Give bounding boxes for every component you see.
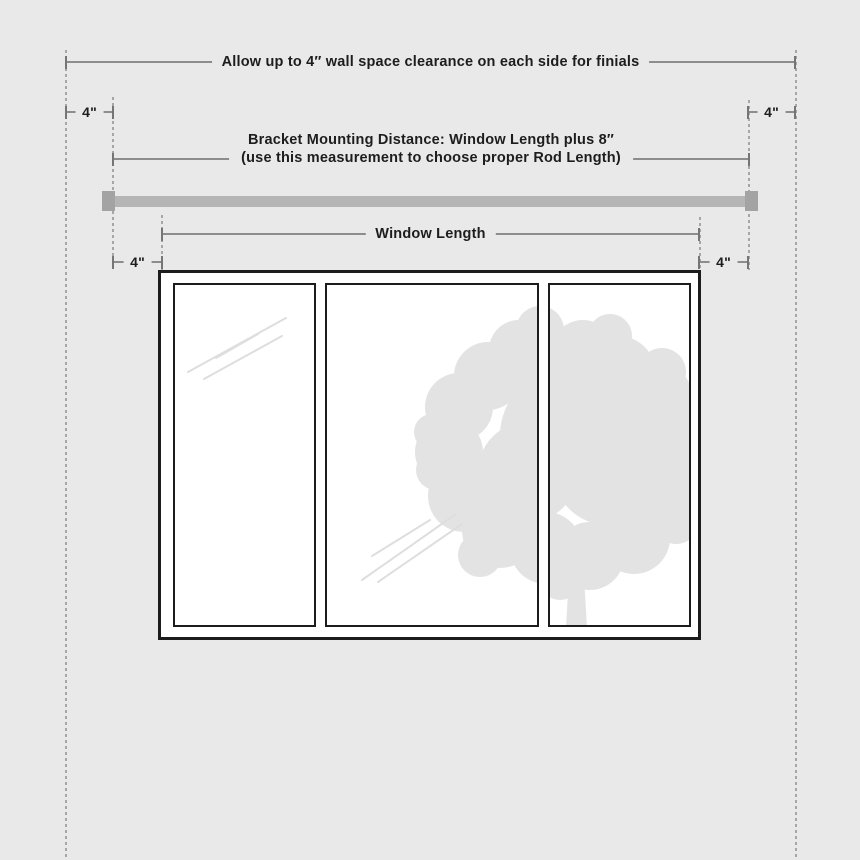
bracket-mounting-line1: Bracket Mounting Distance: Window Length plus 8″	[247, 132, 615, 148]
left-clearance-mid-value: 4"	[123, 253, 152, 271]
guide-far-left	[65, 50, 67, 860]
dimension-right-clearance-top	[747, 105, 796, 119]
dimension-tick	[794, 56, 796, 69]
guide-far-right	[795, 50, 797, 860]
window-length-label: Window Length	[365, 225, 495, 243]
bracket-mounting-label	[229, 131, 633, 167]
rod-bracket-left	[102, 191, 115, 211]
dimension-bracket-mounting	[112, 132, 750, 166]
dimension-left-clearance-mid	[112, 255, 163, 269]
left-clearance-value: 4"	[75, 103, 104, 121]
dimension-window-length	[161, 227, 700, 241]
guide-bracket-right	[748, 100, 750, 270]
dimension-tick	[112, 106, 114, 119]
right-clearance-value: 4"	[757, 103, 786, 121]
window-pane-left	[173, 283, 316, 627]
right-clearance-mid-value: 4"	[709, 253, 738, 271]
dimension-left-clearance-top	[65, 105, 114, 119]
rod-bracket-right	[745, 191, 758, 211]
dimension-tick	[161, 256, 163, 269]
dimension-tick	[698, 228, 700, 241]
window-frame	[158, 270, 701, 640]
dimension-tick	[794, 106, 796, 119]
bracket-mounting-line2: (use this measurement to choose proper Rod Length)	[241, 150, 621, 166]
dimension-tick	[748, 153, 750, 166]
window-pane-right	[548, 283, 691, 627]
curtain-rod	[109, 196, 751, 207]
window-pane-center	[325, 283, 539, 627]
dimension-tick	[747, 256, 749, 269]
guide-bracket-left	[112, 97, 114, 270]
dimension-finial-clearance	[65, 55, 796, 69]
dimension-right-clearance-mid	[698, 255, 749, 269]
finial-clearance-label: Allow up to 4″ wall space clearance on each side for finials	[212, 53, 650, 71]
